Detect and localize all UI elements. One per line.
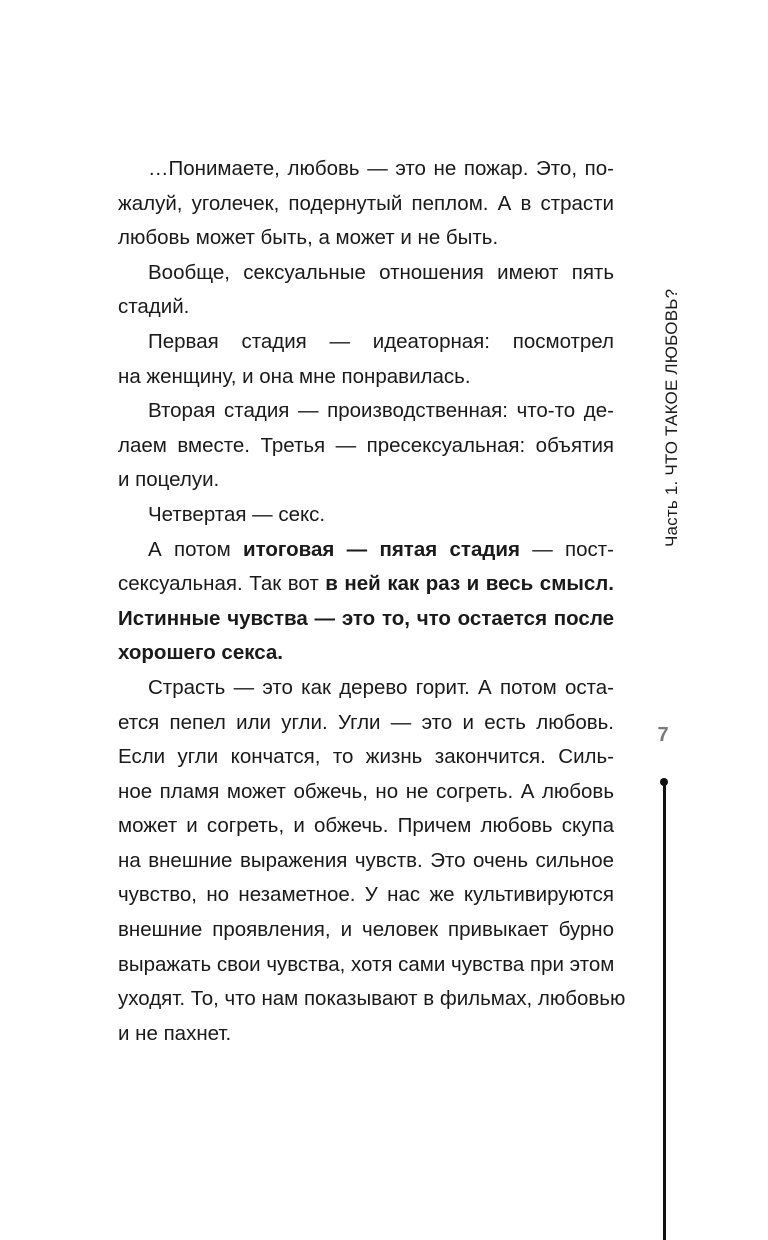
text-line — [118, 463, 614, 498]
text-run: может и согреть, и обжечь. Причем любовь скупа — [118, 814, 614, 838]
text-line — [118, 671, 614, 706]
text-run: ное пламя может обжечь, но не согреть. А любовь — [118, 779, 614, 803]
text-run: любовь может быть, а может и не быть. — [118, 226, 499, 250]
bold-text: хорошего секса. — [118, 641, 283, 665]
body-text — [118, 152, 626, 1051]
text-line — [118, 394, 614, 429]
text-line — [118, 187, 614, 222]
text-line — [118, 360, 614, 395]
text-line — [118, 221, 614, 256]
text-line — [118, 152, 614, 187]
text-run: — пост- — [519, 537, 615, 561]
running-head-text: Часть 1. ЧТО ТАКОЕ ЛЮБОВЬ? — [662, 288, 681, 547]
text-line — [118, 429, 614, 464]
text-line — [118, 809, 614, 844]
paragraph — [118, 394, 614, 498]
text-line — [118, 533, 614, 568]
text-run: Если угли кончатся, то жизнь закончится. Силь- — [118, 745, 614, 769]
text-line — [118, 290, 614, 325]
text-run: Страсть — это как дерево горит. А потом оста- — [148, 675, 614, 699]
text-run: А потом — [148, 537, 243, 561]
text-line — [118, 602, 614, 637]
text-line — [118, 948, 614, 983]
text-run: Первая стадия — идеаторная: посмотрел — [148, 329, 614, 353]
text-line — [118, 256, 614, 291]
text-run: Вообще, сексуальные отношения имеют пять — [148, 260, 614, 284]
text-line — [118, 325, 614, 360]
text-run: выражать свои чувства, хотя сами чувства при этом — [118, 952, 615, 976]
text-line — [118, 567, 614, 602]
paragraph — [118, 533, 614, 671]
text-run: стадий. — [118, 295, 190, 319]
text-run: внешние проявления, и человек привыкает бурно — [118, 918, 614, 942]
text-run: жалуй, уголечек, подернутый пеплом. А в страсти — [118, 191, 614, 215]
text-run: и поцелуи. — [118, 468, 220, 492]
page-number: 7 — [657, 724, 669, 746]
text-run: чувство, но незаметное. У нас же культивируются — [118, 883, 614, 907]
text-run: сексуальная. Так вот — [118, 572, 326, 596]
text-line — [118, 706, 614, 741]
text-line — [118, 498, 614, 533]
paragraph — [118, 498, 614, 533]
text-line — [118, 844, 614, 879]
text-line — [118, 1017, 614, 1052]
paragraph — [118, 325, 614, 394]
text-line — [118, 775, 614, 810]
text-run: ется пепел или угли. Угли — это и есть любовь. — [118, 710, 614, 734]
paragraph — [118, 671, 626, 1052]
text-run: и не пахнет. — [118, 1021, 232, 1045]
bold-text: Истинные чувства — это то, что остается после — [118, 606, 614, 630]
text-run: уходят. То, что нам показывают в фильмах, любовью — [118, 987, 626, 1011]
paragraph — [118, 152, 614, 256]
text-run: на женщину, и она мне понравилась. — [118, 364, 471, 388]
text-line — [118, 878, 614, 913]
text-line — [118, 636, 614, 671]
text-run: лаем вместе. Третья — пресексуальная: объятия — [118, 433, 614, 457]
vertical-rule — [663, 782, 666, 1240]
text-run: …Понимаете, любовь — это не пожар. Это, по- — [148, 157, 614, 180]
text-run: Вторая стадия — производственная: что-то де- — [148, 399, 614, 423]
paragraph — [118, 256, 614, 325]
text-run: на внешние выражения чувств. Это очень сильное — [118, 848, 614, 872]
bold-text: итоговая — пятая стадия — [242, 537, 520, 561]
bold-text: в ней как раз и весь смысл. — [325, 572, 614, 596]
text-line — [118, 740, 614, 775]
text-line — [118, 913, 614, 948]
text-line — [118, 982, 626, 1017]
text-run: Четвертая — секс. — [148, 502, 326, 526]
